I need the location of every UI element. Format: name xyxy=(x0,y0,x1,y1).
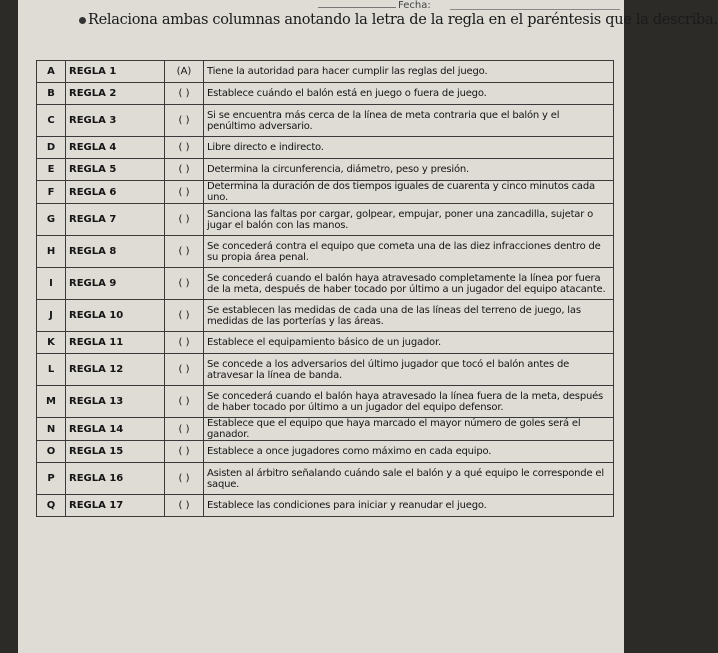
rule-description: Tiene la autoridad para hacer cumplir las reglas del juego. xyxy=(204,61,614,83)
rule-name: REGLA 15 xyxy=(66,441,165,463)
rule-description: Si se encuentra más cerca de la línea de meta contraria que el balón y el penúltimo adversario. xyxy=(204,105,614,137)
rule-letter: J xyxy=(37,300,66,332)
instruction-text: Relaciona ambas columnas anotando la letra de la regla en el paréntesis que la describa. xyxy=(88,12,718,28)
table-row xyxy=(37,354,614,386)
answer-parenthesis[interactable]: ( ) xyxy=(165,386,204,418)
table-row xyxy=(37,137,614,159)
rule-letter: Q xyxy=(37,495,66,517)
rule-name: REGLA 7 xyxy=(66,204,165,236)
answer-parenthesis[interactable]: ( ) xyxy=(165,463,204,495)
answer-parenthesis[interactable]: ( ) xyxy=(165,441,204,463)
date-label: Fecha: xyxy=(398,0,431,11)
table-row xyxy=(37,105,614,137)
rule-letter: K xyxy=(37,332,66,354)
rule-description: Determina la circunferencia, diámetro, peso y presión. xyxy=(204,159,614,181)
answer-parenthesis[interactable]: ( ) xyxy=(165,159,204,181)
table-row xyxy=(37,386,614,418)
answer-parenthesis[interactable]: ( ) xyxy=(165,495,204,517)
answer-parenthesis[interactable]: ( ) xyxy=(165,354,204,386)
date-blank-line xyxy=(450,9,620,10)
rule-name: REGLA 17 xyxy=(66,495,165,517)
answer-parenthesis[interactable]: ( ) xyxy=(165,418,204,441)
table-row xyxy=(37,300,614,332)
rule-name: REGLA 5 xyxy=(66,159,165,181)
rule-description: Se concederá cuando el balón haya atravesado completamente la línea por fuera de la meta, después de haber tocado por último a un jugador del equipo atacante. xyxy=(204,268,614,300)
bullet-icon xyxy=(79,17,86,24)
table-row xyxy=(37,495,614,517)
table-row xyxy=(37,181,614,204)
rule-name: REGLA 1 xyxy=(66,61,165,83)
table-row xyxy=(37,159,614,181)
rule-description: Establece el equipamiento básico de un jugador. xyxy=(204,332,614,354)
rule-description: Se concederá contra el equipo que cometa una de las diez infracciones dentro de su propia área penal. xyxy=(204,236,614,268)
answer-parenthesis[interactable]: (A) xyxy=(165,61,204,83)
rule-name: REGLA 3 xyxy=(66,105,165,137)
rule-letter: O xyxy=(37,441,66,463)
rule-description: Establece cuándo el balón está en juego o fuera de juego. xyxy=(204,83,614,105)
answer-parenthesis[interactable]: ( ) xyxy=(165,236,204,268)
rule-description: Se concederá cuando el balón haya atravesado la línea fuera de la meta, después de haber tocado por último a un jugador del equipo defensor. xyxy=(204,386,614,418)
answer-parenthesis[interactable]: ( ) xyxy=(165,83,204,105)
rule-name: REGLA 9 xyxy=(66,268,165,300)
rule-letter: L xyxy=(37,354,66,386)
rule-name: REGLA 14 xyxy=(66,418,165,441)
rule-description: Libre directo e indirecto. xyxy=(204,137,614,159)
table-row xyxy=(37,463,614,495)
rule-name: REGLA 16 xyxy=(66,463,165,495)
table-row xyxy=(37,61,614,83)
rule-name: REGLA 11 xyxy=(66,332,165,354)
rule-description: Determina la duración de dos tiempos iguales de cuarenta y cinco minutos cada uno. xyxy=(204,181,614,204)
rule-name: REGLA 12 xyxy=(66,354,165,386)
rule-letter: M xyxy=(37,386,66,418)
answer-parenthesis[interactable]: ( ) xyxy=(165,105,204,137)
header-rule-line xyxy=(318,7,396,8)
worksheet-page xyxy=(18,0,718,653)
rule-letter: G xyxy=(37,204,66,236)
rule-letter: I xyxy=(37,268,66,300)
rule-name: REGLA 2 xyxy=(66,83,165,105)
rule-description: Se concede a los adversarios del último jugador que tocó el balón antes de atravesar la línea de banda. xyxy=(204,354,614,386)
answer-parenthesis[interactable]: ( ) xyxy=(165,204,204,236)
table-row xyxy=(37,332,614,354)
rule-letter: D xyxy=(37,137,66,159)
rule-letter: N xyxy=(37,418,66,441)
rule-name: REGLA 8 xyxy=(66,236,165,268)
rule-description: Establece las condiciones para iniciar y reanudar el juego. xyxy=(204,495,614,517)
rule-description: Sanciona las faltas por cargar, golpear, empujar, poner una zancadilla, sujetar o jugar el balón con las manos. xyxy=(204,204,614,236)
table-row xyxy=(37,418,614,441)
rule-name: REGLA 6 xyxy=(66,181,165,204)
rule-description: Establece a once jugadores como máximo en cada equipo. xyxy=(204,441,614,463)
table-row xyxy=(37,83,614,105)
rule-description: Se establecen las medidas de cada una de las líneas del terreno de juego, las medidas de las porterías y las áreas. xyxy=(204,300,614,332)
rule-letter: P xyxy=(37,463,66,495)
answer-parenthesis[interactable]: ( ) xyxy=(165,181,204,204)
answer-parenthesis[interactable]: ( ) xyxy=(165,137,204,159)
rules-matching-table xyxy=(36,60,614,517)
rule-letter: H xyxy=(37,236,66,268)
rule-letter: E xyxy=(37,159,66,181)
rule-description: Asisten al árbitro señalando cuándo sale el balón y a qué equipo le corresponde el saque. xyxy=(204,463,614,495)
table-row xyxy=(37,268,614,300)
rule-name: REGLA 10 xyxy=(66,300,165,332)
rule-letter: F xyxy=(37,181,66,204)
rule-description: Establece que el equipo que haya marcado el mayor número de goles será el ganador. xyxy=(204,418,614,441)
rule-letter: B xyxy=(37,83,66,105)
table-row xyxy=(37,204,614,236)
rule-letter: A xyxy=(37,61,66,83)
answer-parenthesis[interactable]: ( ) xyxy=(165,268,204,300)
rule-name: REGLA 4 xyxy=(66,137,165,159)
table-row xyxy=(37,236,614,268)
table-row xyxy=(37,441,614,463)
answer-parenthesis[interactable]: ( ) xyxy=(165,332,204,354)
rule-name: REGLA 13 xyxy=(66,386,165,418)
rule-letter: C xyxy=(37,105,66,137)
answer-parenthesis[interactable]: ( ) xyxy=(165,300,204,332)
